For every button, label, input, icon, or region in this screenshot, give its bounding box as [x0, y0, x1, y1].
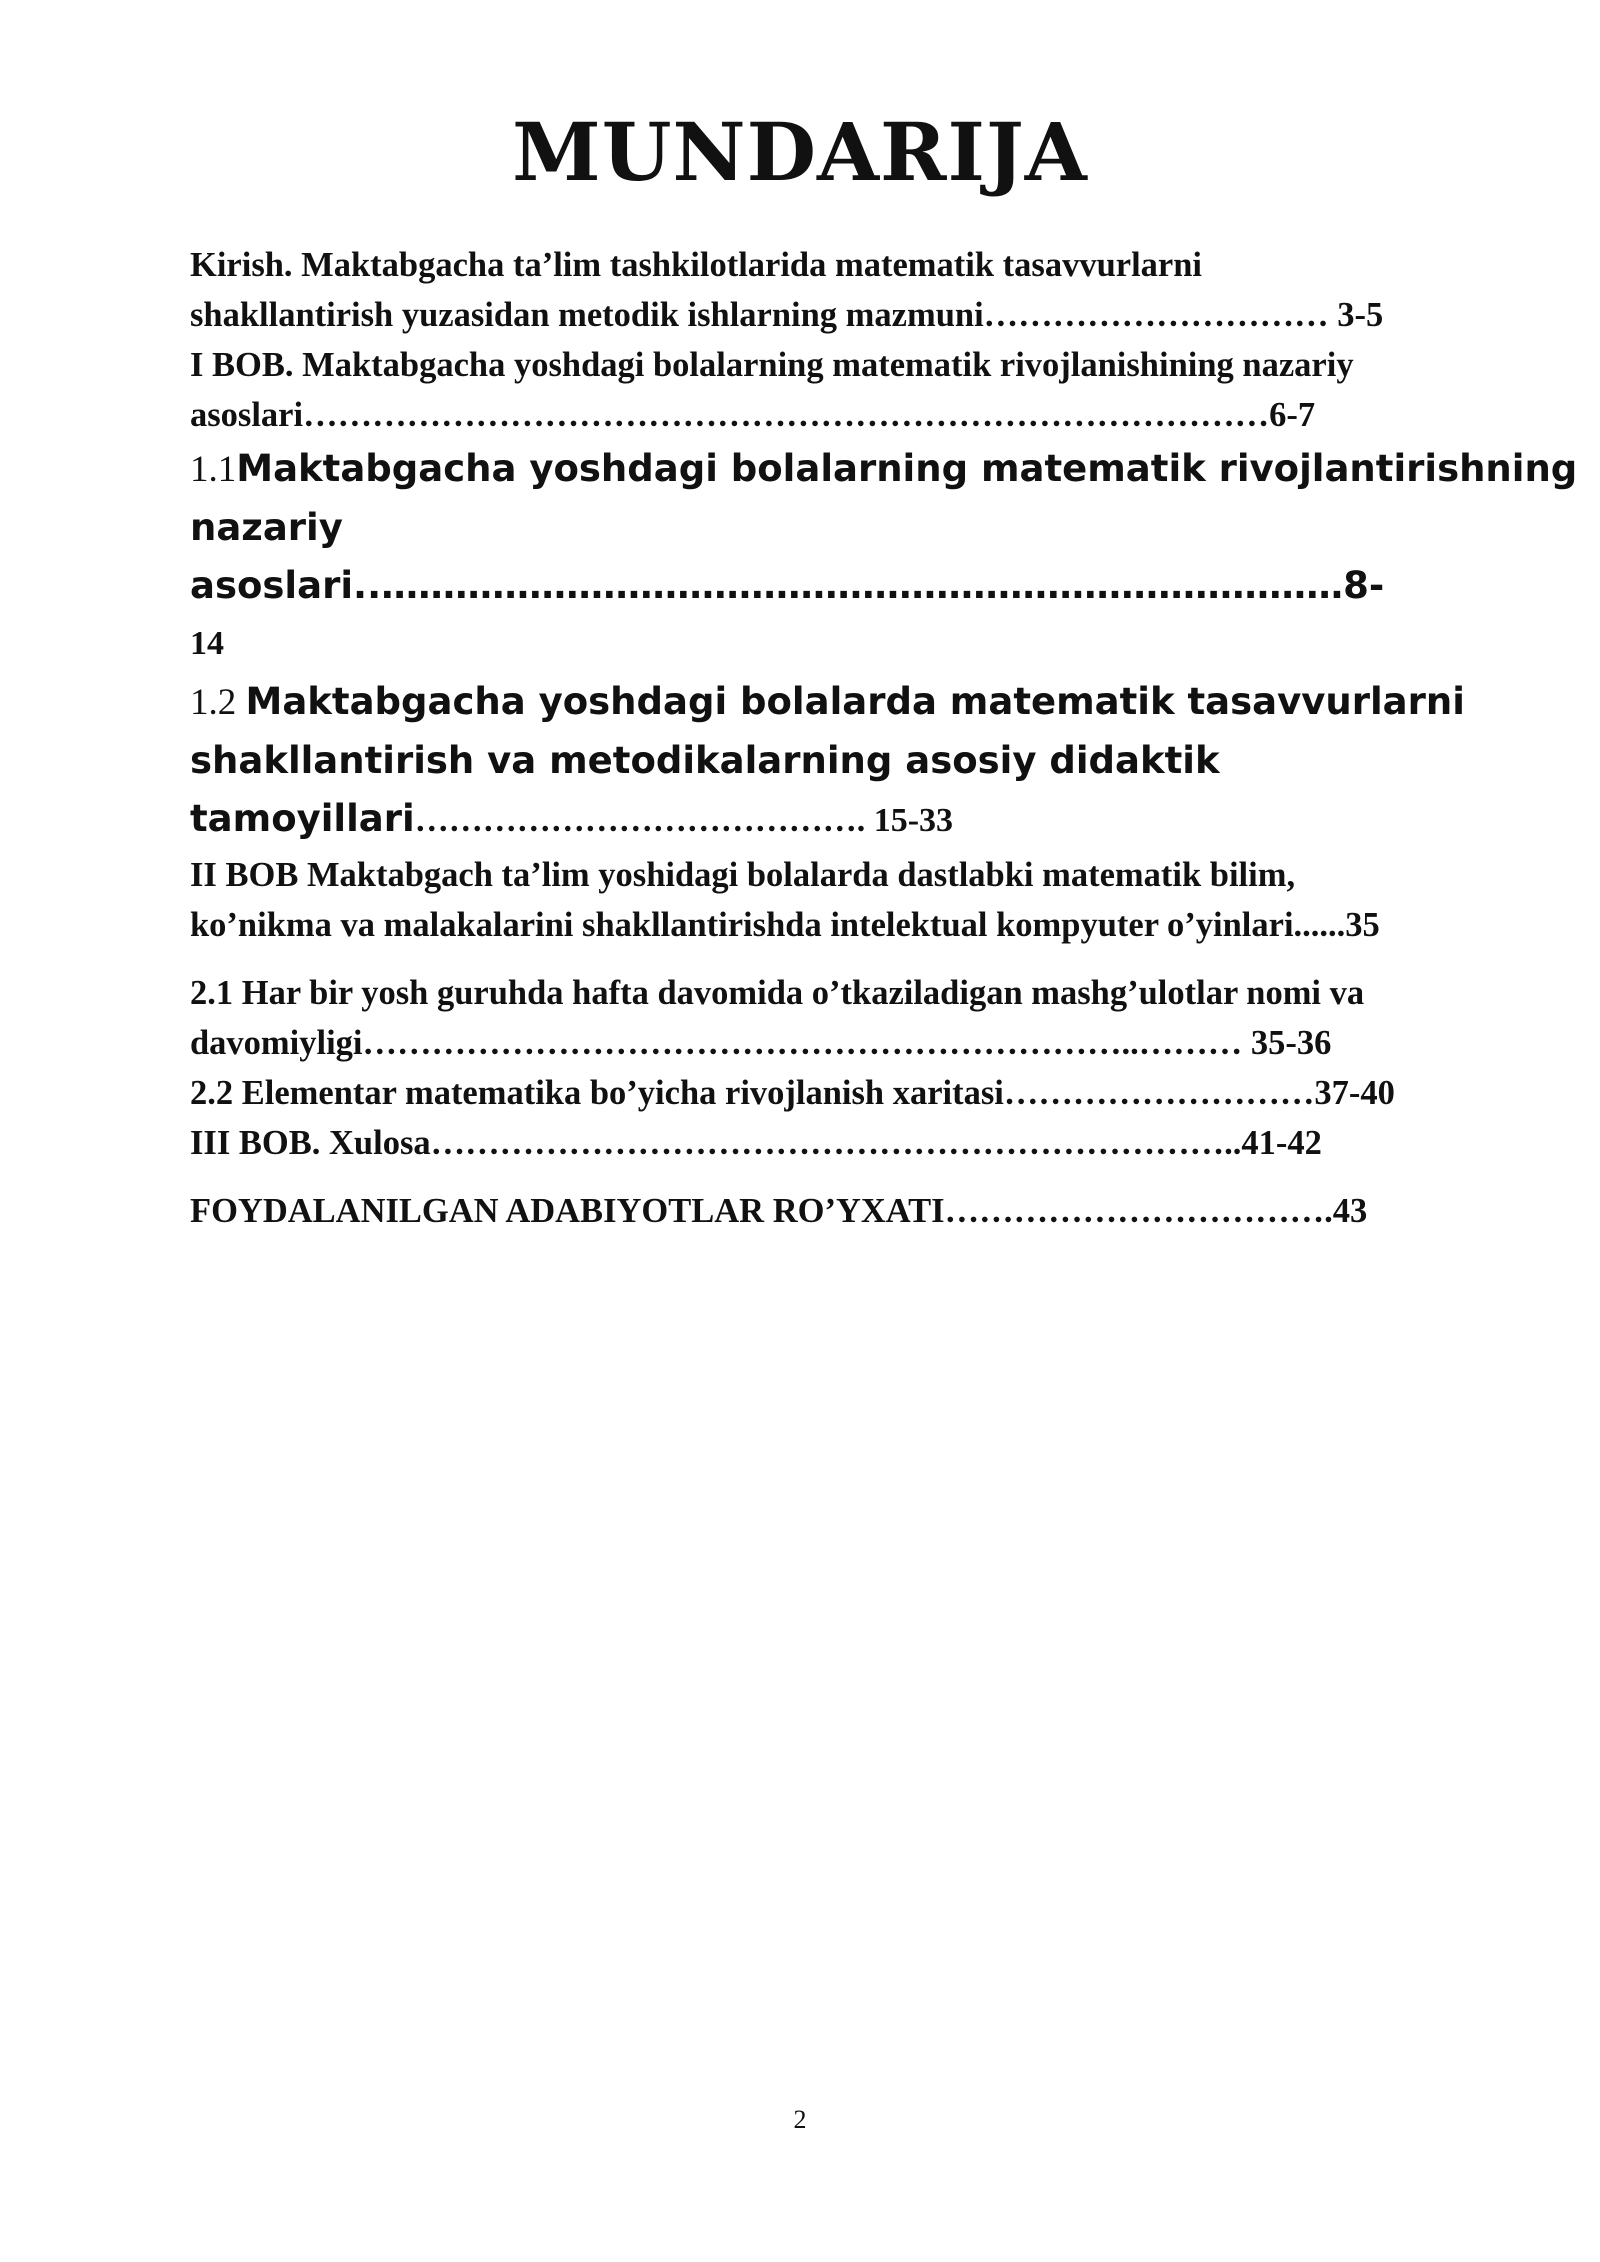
toc-line: Kirish. Maktabgacha ta’lim tashkilotlarida matematik tasavvurlarni [190, 246, 1202, 284]
toc-entry-references: FOYDALANILGAN ADABIYOTLAR RO’YXATI…………………………….43 [190, 1192, 1368, 1230]
toc-entry-1-1 [190, 440, 1578, 673]
toc-entry-bob1 [190, 340, 1530, 440]
toc-line: asoslari…………………………………………………………………………6-7 [190, 396, 1316, 434]
toc-line: davomiyligi…………………………………………………………..……… 35-36 [190, 1024, 1332, 1062]
section-title: Maktabgacha yoshdagi bolalarda matematik tasavvurlarni [245, 680, 1465, 723]
spacer [190, 950, 1530, 968]
section-title: Maktabgacha yoshdagi bolalarning matematik rivojlantirishning [236, 447, 1578, 490]
spacer [190, 1168, 1530, 1186]
toc-line: I BOB. Maktabgacha yoshdagi bolalarning matematik rivojlanishining nazariy [190, 346, 1354, 384]
section-number: 1.2 [190, 682, 246, 723]
toc-page-ref: 14 [190, 625, 224, 662]
toc-line: 2.1 Har bir yosh guruhda hafta davomida o’tkaziladigan mashg’ulotlar nomi va [190, 974, 1365, 1012]
toc-entry-1-2 [190, 673, 1530, 850]
toc-entry-kirish [190, 240, 1530, 340]
toc-entry-bob2 [190, 850, 1530, 950]
section-number: 1.1 [190, 449, 237, 490]
toc-line: II BOB Maktabgach ta’lim yoshidagi bolalarda dastlabki matematik bilim, [190, 856, 1296, 894]
table-of-contents [190, 240, 1578, 1236]
toc-entry-2-1 [190, 968, 1530, 1068]
toc-line: ko’nikma va malakalarini shakllantirishda intelektual kompyuter o’yinlari......35 [190, 906, 1380, 944]
page-title: MUNDARIJA [512, 105, 1088, 199]
toc-line [190, 440, 1578, 499]
toc-line: shakllantirish yuzasidan metodik ishlarning mazmuni………………………… 3-5 [190, 296, 1384, 334]
toc-entry-bob3: III BOB. Xulosa……………………………………………………………..41-42 [190, 1124, 1322, 1162]
toc-line [190, 673, 1530, 732]
toc-line: asoslari..……………………………………………………………………8- [190, 564, 1385, 607]
toc-line [190, 790, 1530, 850]
toc-entry-2-2: 2.2 Elementar matematika bo’yicha rivojlanish xaritasi………………………37-40 [190, 1074, 1395, 1112]
toc-page-ref: …………………………………. 15-33 [414, 802, 954, 839]
section-title-end: tamoyillari [190, 797, 415, 840]
page-number: 2 [793, 2105, 807, 2134]
toc-line: nazariy [190, 506, 343, 549]
toc-line: shakllantirish va metodikalarning asosiy didaktik [190, 739, 1220, 782]
